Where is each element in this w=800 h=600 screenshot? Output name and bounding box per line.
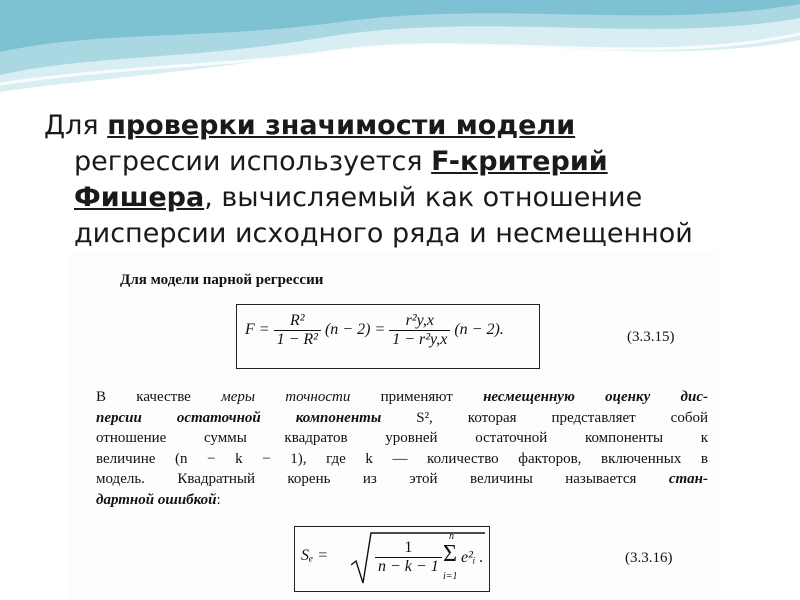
text-fragment: регрессии используется	[74, 146, 432, 177]
fraction-correlation	[389, 312, 450, 349]
scanned-textbook-excerpt	[68, 253, 719, 600]
fraction-numerator: r²y,x	[389, 312, 450, 331]
fraction-numerator: R²	[274, 312, 321, 331]
slide-line-3	[44, 180, 784, 216]
text-fragment: применяют	[350, 389, 484, 405]
slide-body-text	[44, 108, 784, 252]
fraction-denominator: n − k − 1	[378, 558, 439, 575]
fraction-denominator: 1 − R²	[276, 331, 318, 348]
term-accuracy-measure: меры точности	[221, 389, 351, 405]
paragraph-line: величине (n − k − 1), где k — количество факторов, включенных в	[96, 450, 708, 467]
formula-se-fraction	[375, 539, 442, 576]
term-model-significance: проверки значимости модели	[107, 110, 576, 141]
wave-header-decoration	[0, 0, 800, 100]
text-fragment: :	[216, 491, 221, 508]
formula-box-3-3-15	[236, 304, 540, 369]
excerpt-paragraph	[96, 387, 708, 510]
residual-term: e²ᵢ .	[461, 549, 484, 566]
equation-number-3-3-16: (3.3.16)	[625, 550, 673, 566]
formula-se-lhs: Sₑ =	[301, 547, 328, 564]
slide-line-2	[44, 144, 784, 180]
formula-f-statistic	[245, 312, 504, 349]
paragraph-line	[96, 469, 708, 490]
fraction-degrees-of-freedom	[375, 539, 442, 576]
term-fisher: Фишера	[74, 182, 205, 213]
text-fragment: В качестве	[96, 389, 222, 405]
term-residual-component: персии остаточной компоненты	[96, 409, 382, 426]
fraction-r-squared	[274, 312, 321, 349]
slide-line-1	[44, 108, 784, 144]
paragraph-line	[96, 490, 708, 511]
fraction-denominator: 1 − r²y,x	[392, 331, 448, 348]
text-fragment: S², которая представляет собой	[381, 409, 708, 426]
text-fragment: модель. Квадратный корень из этой величины называется	[96, 471, 669, 487]
slide-line-4: дисперсии исходного ряда и несмещенной	[74, 218, 693, 249]
text-fragment: , вычисляемый как отношение	[204, 182, 643, 213]
term-standard-error: стан-	[668, 471, 708, 487]
formula-lhs: F =	[245, 321, 270, 339]
formula-box-3-3-16	[294, 526, 490, 592]
fraction-numerator: 1	[375, 539, 442, 558]
formula-tail: (n − 2).	[454, 321, 504, 339]
excerpt-heading: Для модели парной регрессии	[120, 272, 324, 288]
term-f-criterion: F-критерий	[431, 146, 608, 177]
sum-symbol: Σ	[443, 541, 457, 567]
sum-lower-limit: i=1	[443, 571, 458, 582]
text-fragment: Для	[44, 110, 108, 141]
equation-number-3-3-15: (3.3.15)	[627, 329, 675, 345]
paragraph-line	[96, 387, 708, 408]
sum-upper-limit: n	[449, 531, 454, 542]
term-unbiased-estimate: несмещенную оценку дис-	[483, 389, 708, 405]
paragraph-line	[96, 408, 708, 429]
paragraph-line: отношение суммы квадратов уровней остаточной компоненты к	[96, 430, 708, 446]
formula-middle: (n − 2) =	[324, 321, 386, 339]
term-standard-error: дартной ошибкой	[96, 491, 217, 508]
